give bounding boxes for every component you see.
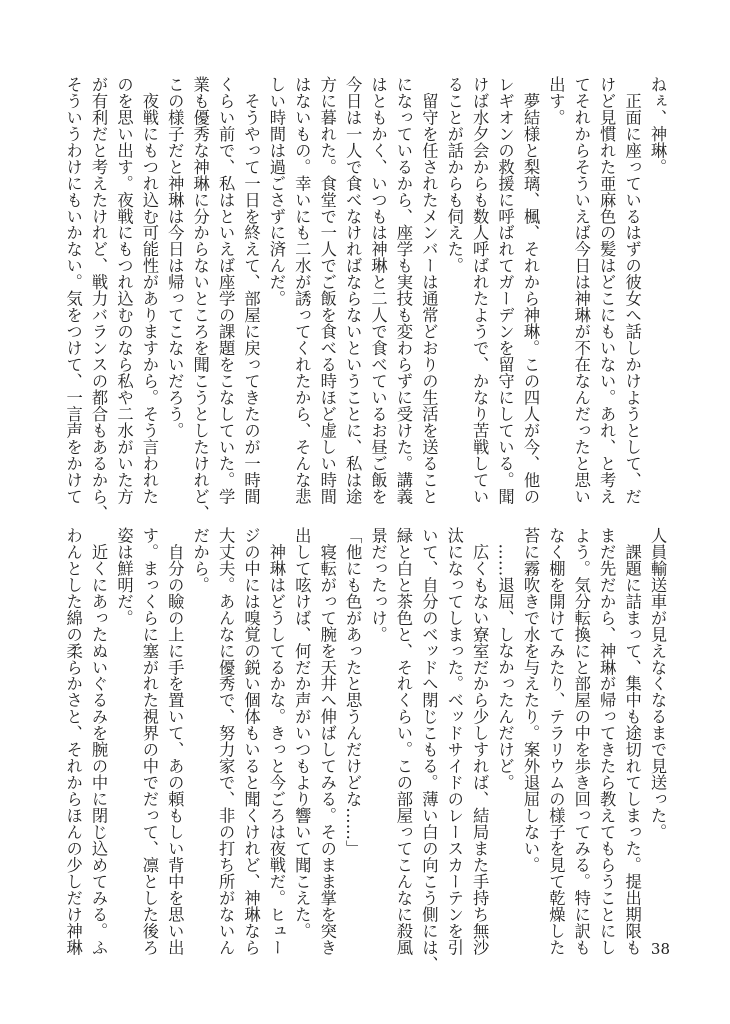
text-column: 汰になってしまった。ベッドサイドのレースカーテンを引 (444, 527, 464, 956)
text-column: 景だったっけ。 (368, 527, 388, 643)
text-column: しい時間は過ごさずに済んだ。 (266, 76, 286, 307)
text-column: 今日は一人で食べなければならないということに、私は途 (343, 76, 363, 505)
page-number: 38 (650, 940, 670, 958)
text-column: なく棚を開けてみたり、テラリウムの様子を見て乾燥した (546, 527, 566, 956)
text-column: てそれからそういえば今日は神琳が不在なんだったと思い (571, 76, 591, 505)
text-column: 近くにあったぬいぐるみを腕の中に閉じ込めてみる。ふ (89, 527, 109, 956)
text-column: 業も優秀な神琳に分からないところを聞こうとしたけれど、 (190, 76, 210, 522)
text-column: 課題に詰まって、集中も途切れてしまった。提出期限も (622, 527, 642, 956)
text-column: す。まっくらに塞がれた視界の中でだって、凛とした後ろ (139, 527, 159, 956)
text-column: 大丈夫。あんなに優秀で、努力家で、非の打ち所がないん (216, 527, 236, 956)
text-column: 夜戦にもつれ込む可能性がありますから。そう言われた (139, 76, 159, 505)
text-column: レギオンの救援に呼ばれてガーデンを留守にしている。聞 (495, 76, 515, 505)
text-column: ……退屈、しなかったんだけど。 (495, 527, 515, 791)
text-column: そうやって一日を終えて、部屋に戻ってきたのが一時間 (241, 76, 261, 505)
text-column: 神琳はどうしてるかな。きっと今ごろは夜戦だ。ヒュー (266, 527, 286, 956)
text-column: 夢結様と梨璃、楓、それから神琳。この四人が今、他の (520, 76, 540, 505)
text-column: ジの中には嗅覚の鋭い個体もいると聞くけれど、神琳なら (241, 527, 261, 956)
text-column: 人員輸送車が見えなくなるまで見送った。 (648, 527, 667, 841)
text-column: 留守を任されたメンバーは通常どおりの生活を送ること (419, 76, 439, 505)
text-column: はないもの。幸いにも二水が誘ってくれたから、そんな悲 (292, 76, 312, 505)
upper-text-block (60, 76, 670, 522)
text-column: よう。気分転換にと部屋の中を歩き回ってみる。特に訳も (571, 527, 591, 956)
text-column: ることが話からも伺えた。 (444, 76, 464, 274)
text-column: まだ先だから、神琳が帰ってきたら教えてもらうことにし (597, 527, 617, 956)
text-column: 正面に座っているはずの彼女へ話しかけようとして、だ (622, 76, 642, 505)
text-column: 出す。 (546, 76, 566, 126)
text-column: はともかく、いつもは神琳と二人で食べているお昼ご飯を (368, 76, 388, 505)
text-column: 姿は鮮明だ。 (114, 527, 134, 626)
text-column: この様子だと神琳は今日は帰ってこないだろう。 (165, 76, 185, 439)
text-column: けど見慣れた亜麻色の髪はどこにもいない。あれ、と考え (597, 76, 617, 505)
text-column: 広くもない寮室だから少しすれば、結局また手持ち無沙 (470, 527, 490, 956)
text-column: 「他にも色があったと思うんだけどな……」 (343, 527, 363, 857)
text-column: わんとした綿の柔らかさと、それからほんの少しだけ神琳 (63, 527, 83, 956)
text-column: いて、自分のベッドへ閉じこもる。薄い白の向こう側には、 (419, 527, 439, 973)
text-column: になっているから、座学も実技も変わらずに受けた。講義 (393, 76, 413, 505)
text-column: けば水夕会からも数人呼ばれたようで、かなり苦戦してい (470, 76, 490, 505)
text-column: が有利だと考えたけれど、戦力バランスの都合もあるから、 (89, 76, 109, 522)
text-column: だから。 (190, 527, 210, 593)
text-column: 苔に霧吹きで水を与えたり。案外退屈しない。 (520, 527, 540, 874)
text-column: 方に暮れた。食堂で一人でご飯を食べる時ほど虚しい時間 (317, 76, 337, 505)
text-column: 出して呟けば、何だか声がいつもより響いて聞こえた。 (292, 527, 312, 940)
text-column: 自分の瞼の上に手を置いて、あの頼もしい背中を思い出 (165, 527, 185, 956)
text-column: 寝転がって腕を天井へ伸ばしてみる。そのまま掌を突き (317, 527, 337, 956)
text-column: 緑と白と茶色と、それくらい。この部屋ってこんなに殺風 (393, 527, 413, 956)
text-column: くらい前で、私はといえば座学の課題をこなしていた。学 (216, 76, 236, 505)
text-column: ねぇ、神琳。 (648, 76, 667, 175)
text-column: そういうわけにもいかない。気をつけて、一言声をかけて (63, 76, 83, 505)
text-column: のを思い出す。夜戦にもつれ込むのなら私や二水がいた方 (114, 76, 134, 505)
